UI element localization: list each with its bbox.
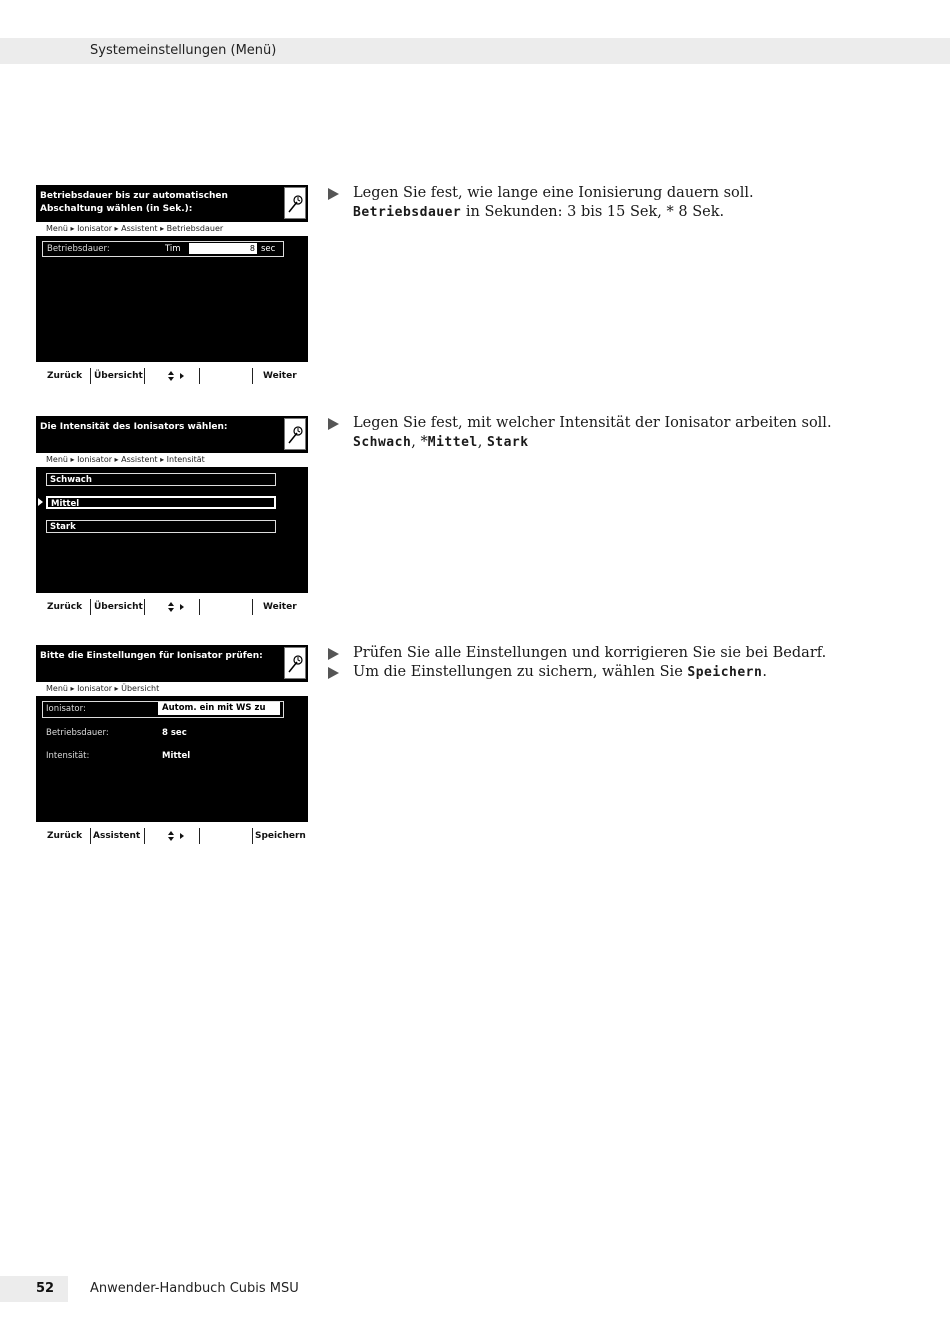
softkey-divider	[144, 599, 145, 615]
navigation-arrows[interactable]	[166, 368, 190, 384]
softkey-divider	[252, 828, 253, 844]
selection-caret-icon	[38, 498, 43, 506]
keyword-stark: Stark	[486, 435, 529, 450]
next-button[interactable]: Weiter	[263, 602, 297, 612]
device-screen-intensitaet	[36, 416, 308, 621]
softkey-bar	[36, 822, 308, 850]
field-label: Betriebsdauer:	[47, 244, 110, 254]
instruction-step-1	[328, 184, 848, 222]
up-down-arrow-icon	[166, 828, 190, 844]
softkey-divider	[252, 599, 253, 615]
field-value-input[interactable]: 8	[189, 243, 257, 254]
page-number-band	[0, 1276, 68, 1302]
screen-header	[36, 185, 308, 222]
summary-label: Intensität:	[46, 751, 90, 761]
footer-title: Anwender-Handbuch Cubis MSU	[90, 1281, 299, 1296]
option-stark[interactable]: Stark	[46, 520, 276, 533]
settings-wrench-icon[interactable]	[284, 187, 306, 219]
softkey-divider	[90, 599, 91, 615]
option-mittel[interactable]: Mittel	[46, 496, 276, 509]
up-down-arrow-icon	[166, 368, 190, 384]
summary-label: Ionisator:	[46, 704, 86, 714]
instruction-line	[328, 644, 848, 663]
screen-body	[36, 236, 308, 362]
instruction-line	[328, 184, 848, 203]
screen-header	[36, 645, 308, 682]
page-number: 52	[36, 1281, 55, 1296]
softkey-divider	[199, 599, 200, 615]
navigation-arrows[interactable]	[166, 599, 190, 615]
breadcrumb	[36, 682, 308, 696]
instruction-text: in Sekunden: 3 bis 15 Sek, * 8 Sek.	[461, 204, 725, 220]
breadcrumb-text: Menü ▸ Ionisator ▸ Übersicht	[46, 684, 160, 693]
softkey-divider	[199, 828, 200, 844]
keyword-schwach: Schwach	[353, 435, 412, 450]
screen-header-text: Die Intensität des Ionisators wählen:	[40, 422, 228, 432]
softkey-divider	[90, 368, 91, 384]
next-button[interactable]: Weiter	[263, 371, 297, 381]
page-header-title: Systemeinstellungen (Menü)	[90, 43, 277, 58]
separator-text: ,	[477, 434, 487, 450]
bullet-triangle-icon	[328, 667, 339, 679]
keyword-mittel: Mittel	[427, 435, 478, 450]
bullet-triangle-icon	[328, 188, 339, 200]
bullet-triangle-icon	[328, 418, 339, 430]
instruction-line	[328, 663, 848, 682]
screen-header	[36, 416, 308, 453]
screen-body	[36, 467, 308, 593]
field-unit: sec	[261, 244, 276, 254]
instruction-line	[328, 414, 848, 433]
breadcrumb-text: Menü ▸ Ionisator ▸ Assistent ▸ Intensität	[46, 455, 205, 464]
back-button[interactable]: Zurück	[47, 831, 83, 841]
up-down-arrow-icon	[166, 599, 190, 615]
screen-body	[36, 696, 308, 822]
screen-header-text: Betriebsdauer bis zur automatischen Abschaltung wählen (in Sek.):	[40, 191, 228, 214]
screen-header-text: Bitte die Einstellungen für Ionisator prüfen:	[40, 651, 263, 661]
softkey-divider	[144, 828, 145, 844]
softkey-divider	[90, 828, 91, 844]
instruction-text: Legen Sie fest, mit welcher Intensität der Ionisator arbeiten soll.	[353, 415, 832, 431]
field-mode: Tim	[165, 244, 181, 254]
softkey-divider	[252, 368, 253, 384]
instruction-step-3	[328, 644, 848, 682]
overview-button[interactable]: Übersicht	[94, 602, 143, 612]
softkey-bar	[36, 362, 308, 390]
option-schwach[interactable]: Schwach	[46, 473, 276, 486]
betriebsdauer-field[interactable]	[42, 241, 284, 257]
softkey-divider	[199, 368, 200, 384]
instruction-step-2	[328, 414, 848, 452]
device-screen-betriebsdauer	[36, 185, 308, 390]
instruction-line	[328, 433, 848, 452]
summary-value: Mittel	[162, 751, 191, 761]
summary-value[interactable]: Autom. ein mit WS zu	[158, 702, 280, 715]
settings-wrench-icon[interactable]	[284, 418, 306, 450]
breadcrumb-text: Menü ▸ Ionisator ▸ Assistent ▸ Betriebsdauer	[46, 224, 224, 233]
softkey-bar	[36, 593, 308, 621]
back-button[interactable]: Zurück	[47, 371, 83, 381]
breadcrumb	[36, 453, 308, 467]
instruction-text: .	[762, 664, 767, 680]
device-screen-uebersicht	[36, 645, 308, 850]
separator-text: , *	[411, 434, 428, 450]
instruction-text: Um die Einstellungen zu sichern, wählen Sie	[353, 664, 688, 680]
keyword-speichern: Speichern	[687, 665, 763, 680]
summary-value: 8 sec	[162, 728, 187, 738]
settings-wrench-icon[interactable]	[284, 647, 306, 679]
navigation-arrows[interactable]	[166, 828, 190, 844]
instruction-text: Prüfen Sie alle Einstellungen und korrigieren Sie sie bei Bedarf.	[353, 645, 827, 661]
overview-button[interactable]: Übersicht	[94, 371, 143, 381]
keyword-betriebsdauer: Betriebsdauer	[353, 205, 462, 220]
assistant-button[interactable]: Assistent	[93, 831, 141, 841]
breadcrumb	[36, 222, 308, 236]
instruction-line	[328, 203, 848, 222]
save-button[interactable]: Speichern	[255, 831, 306, 841]
softkey-divider	[144, 368, 145, 384]
back-button[interactable]: Zurück	[47, 602, 83, 612]
bullet-triangle-icon	[328, 648, 339, 660]
summary-label: Betriebsdauer:	[46, 728, 109, 738]
instruction-text: Legen Sie fest, wie lange eine Ionisierung dauern soll.	[353, 185, 754, 201]
